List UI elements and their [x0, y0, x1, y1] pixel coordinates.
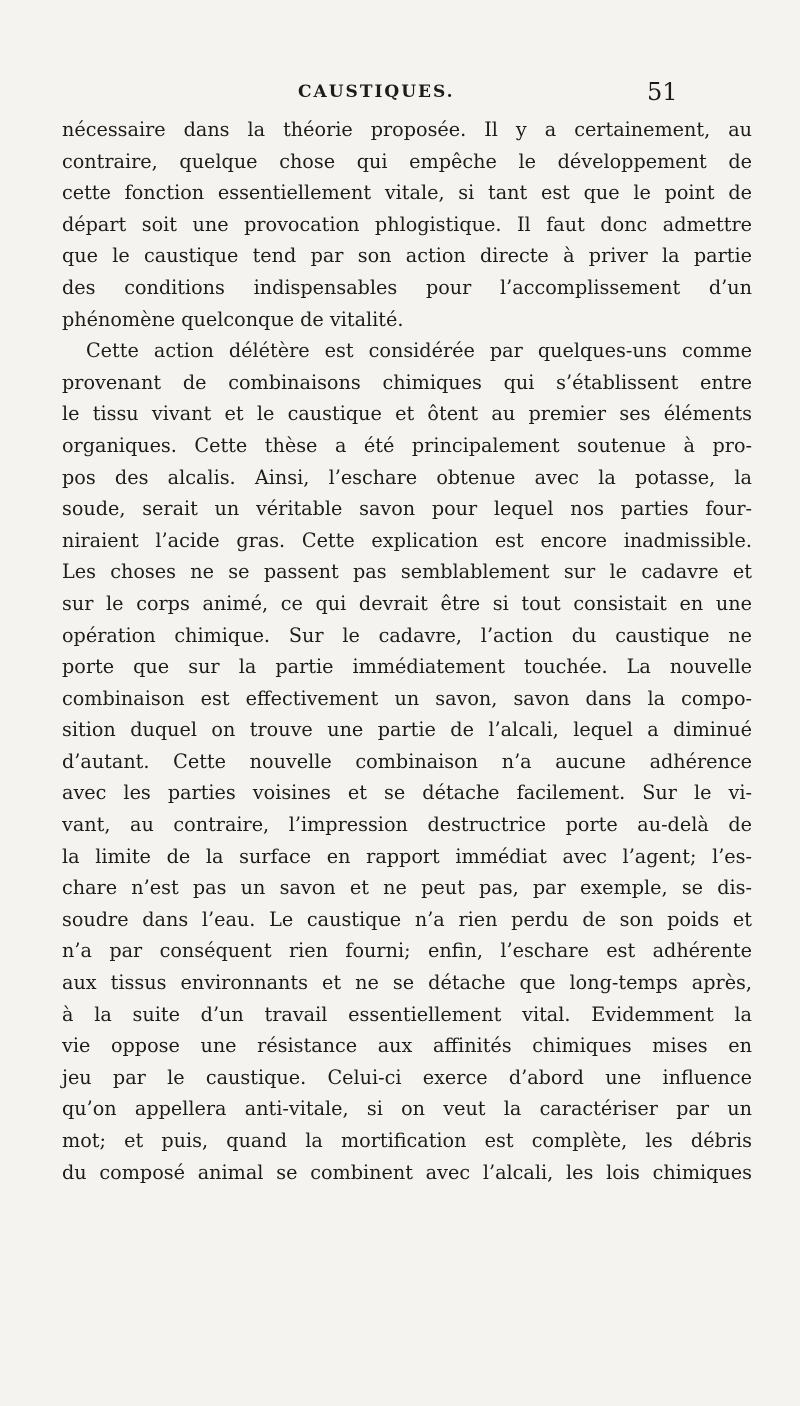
text-line: avec les parties voisines et se détache facilement. Sur le vi- [62, 781, 752, 805]
text-line: combinaison est effectivement un savon, savon dans la compo- [62, 686, 752, 710]
text-line: niraient l’acide gras. Cette explication est encore inadmissible. [62, 528, 752, 552]
text-line: à la suite d’un travail essentiellement vital. Evidemment la [62, 1002, 752, 1026]
running-title: CAUSTIQUES. [298, 82, 455, 102]
running-head [0, 80, 800, 110]
text-line: opération chimique. Sur le cadavre, l’action du caustique ne [62, 623, 752, 647]
text-line: qu’on appellera anti-vitale, si on veut la caractériser par un [62, 1097, 752, 1121]
text-line: Les choses ne se passent pas semblablement sur le cadavre et [62, 560, 752, 584]
text-line: que le caustique tend par son action directe à priver la partie [62, 244, 752, 268]
text-line: sition duquel on trouve une partie de l’alcali, lequel a diminué [62, 718, 752, 742]
text-line: aux tissus environnants et ne se détache que long-temps après, [62, 971, 752, 995]
text-line: provenant de combinaisons chimiques qui s’établissent entre [62, 370, 752, 394]
text-line: phénomène quelconque de vitalité. [62, 307, 404, 331]
text-line: d’autant. Cette nouvelle combinaison n’a aucune adhérence [62, 749, 752, 773]
body-text [62, 114, 752, 1188]
text-line: vie oppose une résistance aux affinités chimiques mises en [62, 1034, 752, 1058]
text-line: départ soit une provocation phlogistique. Il faut donc admettre [62, 212, 752, 236]
text-line: des conditions indispensables pour l’accomplissement d’un [62, 275, 752, 299]
text-line: Cette action délétère est considérée par quelques-uns comme [86, 339, 752, 363]
text-line: organiques. Cette thèse a été principalement soutenue à pro- [62, 433, 752, 457]
text-line: nécessaire dans la théorie proposée. Il y a certainement, au [62, 118, 752, 141]
text-line: du composé animal se combinent avec l’alcali, les lois chimiques [62, 1160, 752, 1184]
text-line: contraire, quelque chose qui empêche le développement de [62, 149, 752, 173]
text-line: porte que sur la partie immédiatement touchée. La nouvelle [62, 655, 752, 679]
text-line: chare n’est pas un savon et ne peut pas, par exemple, se dis- [62, 876, 752, 900]
text-line: vant, au contraire, l’impression destructrice porte au-delà de [62, 813, 752, 837]
text-line: n’a par conséquent rien fourni; enfin, l’eschare est adhérente [62, 939, 752, 963]
page-number: 51 [647, 78, 678, 106]
text-line: mot; et puis, quand la mortification est complète, les débris [62, 1129, 752, 1152]
text-line: cette fonction essentiellement vitale, si tant est que le point de [62, 181, 752, 205]
text-line: le tissu vivant et le caustique et ôtent au premier ses éléments [62, 402, 752, 426]
text-line: pos des alcalis. Ainsi, l’eschare obtenue avec la potasse, la [62, 465, 752, 489]
text-line: soudre dans l’eau. Le caustique n’a rien perdu de son poids et [62, 907, 752, 931]
text-line: soude, serait un véritable savon pour lequel nos parties four- [62, 497, 752, 521]
text-line: la limite de la surface en rapport immédiat avec l’agent; l’es- [62, 844, 752, 868]
text-line: sur le corps animé, ce qui devrait être si tout consistait en une [62, 591, 752, 615]
text-line: jeu par le caustique. Celui-ci exerce d’abord une influence [62, 1065, 752, 1089]
